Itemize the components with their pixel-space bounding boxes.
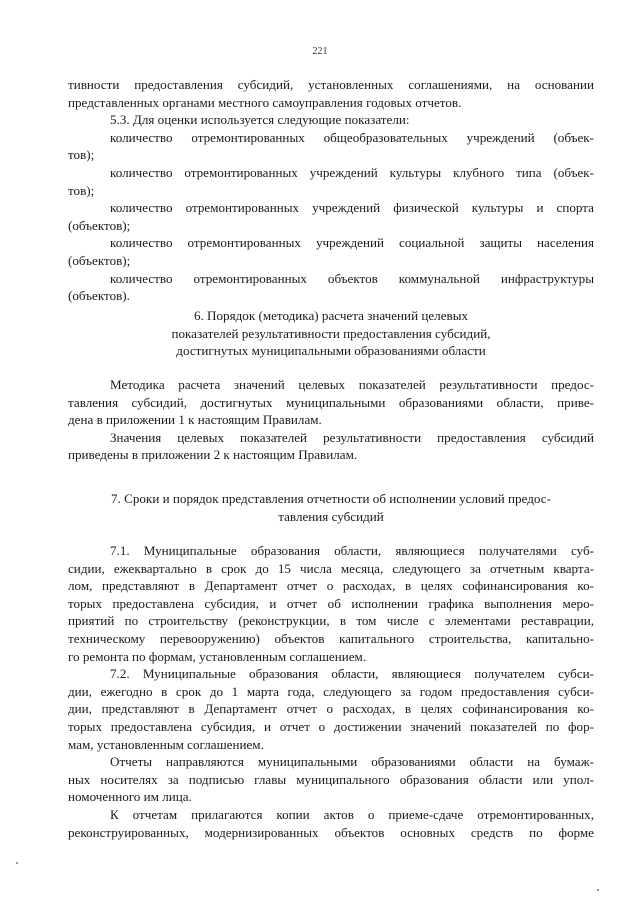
text-line: (объектов); [68, 252, 131, 268]
section-5-3-text [68, 76, 594, 305]
text-line: торых предоставлена субсидия, и отчет об исполнении графика выполнения меро- [68, 595, 594, 611]
text-line: 7.2. Муниципальные образования области, являющиеся получателем субси- [110, 666, 594, 682]
text-line: дена в приложении 1 к настоящим Правилам. [68, 412, 322, 428]
text-line: тов); [68, 182, 95, 198]
section-6-text [68, 376, 594, 464]
text-line: 5.3. Для оценки используется следующие показатели: [110, 112, 410, 128]
scan-speck [16, 862, 18, 864]
text-line: торых предоставлена субсидия, и отчет о достижении значений показателей по фор- [68, 718, 594, 734]
text-line: 7.1. Муниципальные образования области, являющиеся получателями суб- [110, 543, 594, 558]
text-line: реконструированных, модернизированных объектов основных средств по форме [68, 824, 594, 840]
text-line: Значения целевых показателей результативности предоставления субсидий [110, 429, 594, 445]
section-7-heading [68, 490, 594, 525]
text-line: (объектов); [68, 217, 131, 233]
text-line: тов); [68, 147, 95, 163]
text-line: номоченного им лица. [68, 789, 192, 805]
text-line: тавления субсидий, достигнутых муниципальными образованиями области, приве- [68, 394, 594, 410]
text-line: дии, представляют в Департамент отчет о расходах, в целях софинансирования ко- [68, 701, 594, 717]
text-line: Отчеты направляются муниципальными образованиями области на бумаж- [110, 754, 594, 770]
text-line: количество отремонтированных объектов коммунальной инфраструктуры [110, 270, 594, 286]
text-line: дии, ежегодно в срок до 1 марта года, следующего за годом предоставления субси- [68, 683, 594, 699]
text-line: сидии, ежеквартально в срок до 15 числа месяца, следующего за отчетным кварта- [68, 560, 594, 576]
text-line: лом, представляют в Департамент отчет о расходах, в целях софинансирования ко- [68, 578, 594, 594]
text-line: количество отремонтированных учреждений социальной защиты населения [110, 235, 594, 251]
scan-speck [597, 889, 599, 891]
text-line: приятий по строительству (реконструкции, в том числе с элементами реставрации, [68, 613, 594, 629]
heading-line: 6. Порядок (методика) расчета значений целевых [193, 308, 469, 323]
heading-line: тавления субсидий [278, 508, 384, 524]
text-line: К отчетам прилагаются копии актов о приеме-сдаче отремонтированных, [110, 806, 594, 822]
text-line: тивности предоставления субсидий, установленных соглашениями, на основании [68, 77, 594, 92]
text-line: количество отремонтированных учреждений культуры клубного типа (объек- [110, 164, 594, 180]
text-line: ных носителях за подписью главы муниципального образования области или упол- [68, 771, 594, 787]
text-line: приведены в приложении 2 к настоящим Правилам. [68, 447, 358, 463]
text-line: техническому перевооружению) объектов капитального строительства, капитально- [68, 630, 594, 646]
text-line: (объектов). [68, 288, 130, 304]
section-7-text [68, 542, 594, 841]
text-line: мам, установленным соглашением. [68, 736, 264, 752]
heading-line: показателей результативности предоставления субсидий, [171, 325, 491, 341]
text-line: Методика расчета значений целевых показателей результативности предос- [110, 377, 594, 392]
heading-line: 7. Сроки и порядок представления отчетности об исполнении условий предос- [111, 491, 551, 506]
heading-line: достигнутых муниципальными образованиями области [176, 343, 486, 359]
page-number: 221 [312, 46, 328, 57]
text-line: количество отремонтированных общеобразовательных учреждений (объек- [110, 129, 594, 145]
text-line: количество отремонтированных учреждений физической культуры и спорта [110, 200, 594, 216]
text-line: представленных органами местного самоуправления годовых отчетов. [68, 94, 462, 110]
text-line: го ремонта по формам, установленным соглашением. [68, 648, 367, 664]
section-6-heading [68, 307, 594, 360]
